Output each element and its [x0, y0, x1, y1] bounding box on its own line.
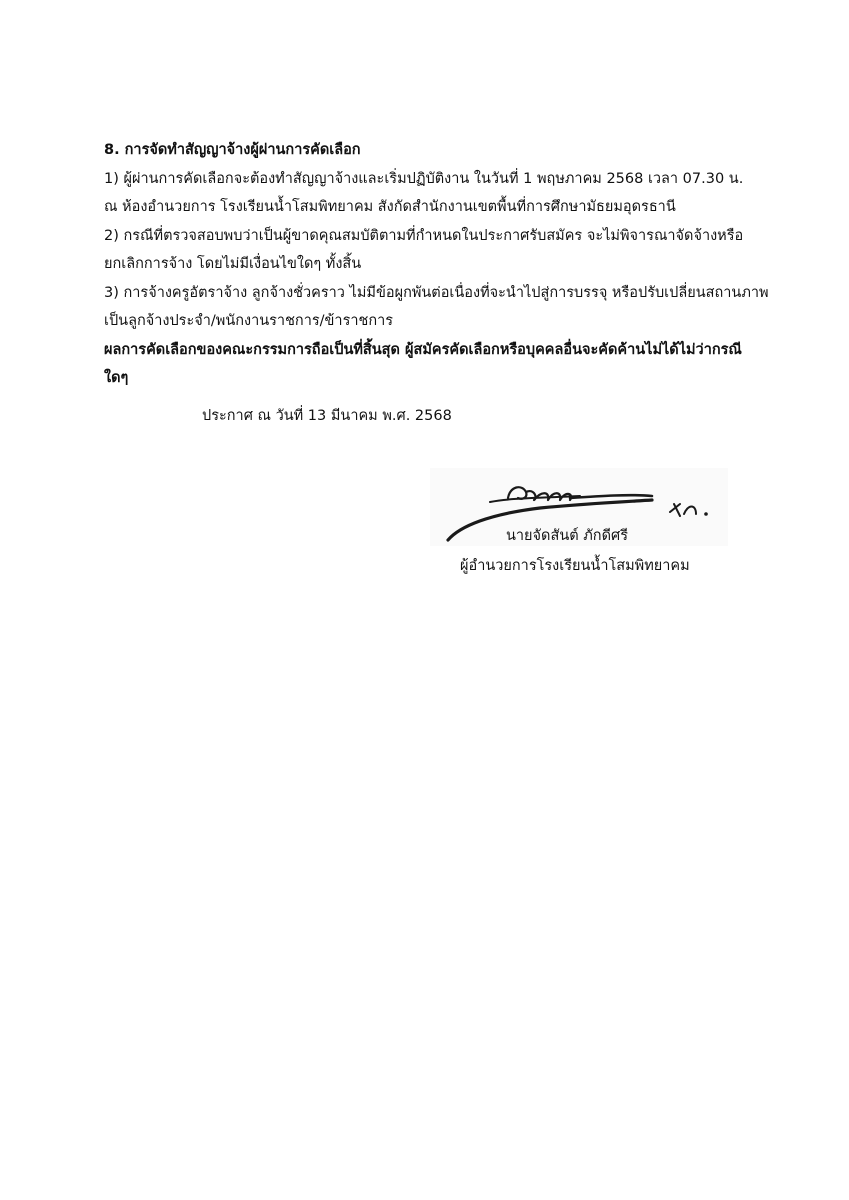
section-heading: 8. การจัดทำสัญญาจ้างผู้ผ่านการคัดเลือก	[104, 142, 361, 158]
final-statement-line-1: ผลการคัดเลือกของคณะกรรมการถือเป็นที่สิ้นสุด ผู้สมัครคัดเลือกหรือบุคคลอื่นจะคัดค้านไม่ได้ไม่ว่ากรณี	[104, 341, 742, 358]
paragraph-2-line-2: ยกเลิกการจ้าง โดยไม่มีเงื่อนไขใดๆ ทั้งสิ้น	[104, 256, 362, 272]
paragraph-2-line-1: 2) กรณีที่ตรวจสอบพบว่าเป็นผู้ขาดคุณสมบัติตามที่กำหนดในประกาศรับสมัคร จะไม่พิจารณาจัดจ้างหรือ	[104, 227, 744, 244]
signer-position: ผู้อำนวยการโรงเรียนน้ำโสมพิทยาคม	[460, 558, 690, 574]
paragraph-1-line-1: 1) ผู้ผ่านการคัดเลือกจะต้องทำสัญญาจ้างและเริ่มปฏิบัติงาน ในวันที่ 1 พฤษภาคม 2568 เวลา 07.30 น.	[104, 170, 744, 187]
announcement-date: ประกาศ ณ วันที่ 13 มีนาคม พ.ศ. 2568	[202, 408, 452, 424]
paragraph-3-line-1: 3) การจ้างครูอัตราจ้าง ลูกจ้างชั่วคราว ไม่มีข้อผูกพันต่อเนื่องที่จะนำไปสู่การบรรจุ หรือปรับเปลี่ยนสถานภาพ	[104, 284, 769, 301]
signer-name: นายจัดสันต์ ภักดีศรี	[506, 528, 628, 544]
paragraph-1-line-2: ณ ห้องอำนวยการ โรงเรียนน้ำโสมพิทยาคม สังกัดสำนักงานเขตพื้นที่การศึกษามัธยมอุดรธานี	[104, 199, 676, 215]
paragraph-3-line-2: เป็นลูกจ้างประจำ/พนักงานราชการ/ข้าราชการ	[104, 313, 394, 329]
final-statement-line-2: ใดๆ	[104, 370, 129, 386]
document-body	[104, 136, 769, 393]
